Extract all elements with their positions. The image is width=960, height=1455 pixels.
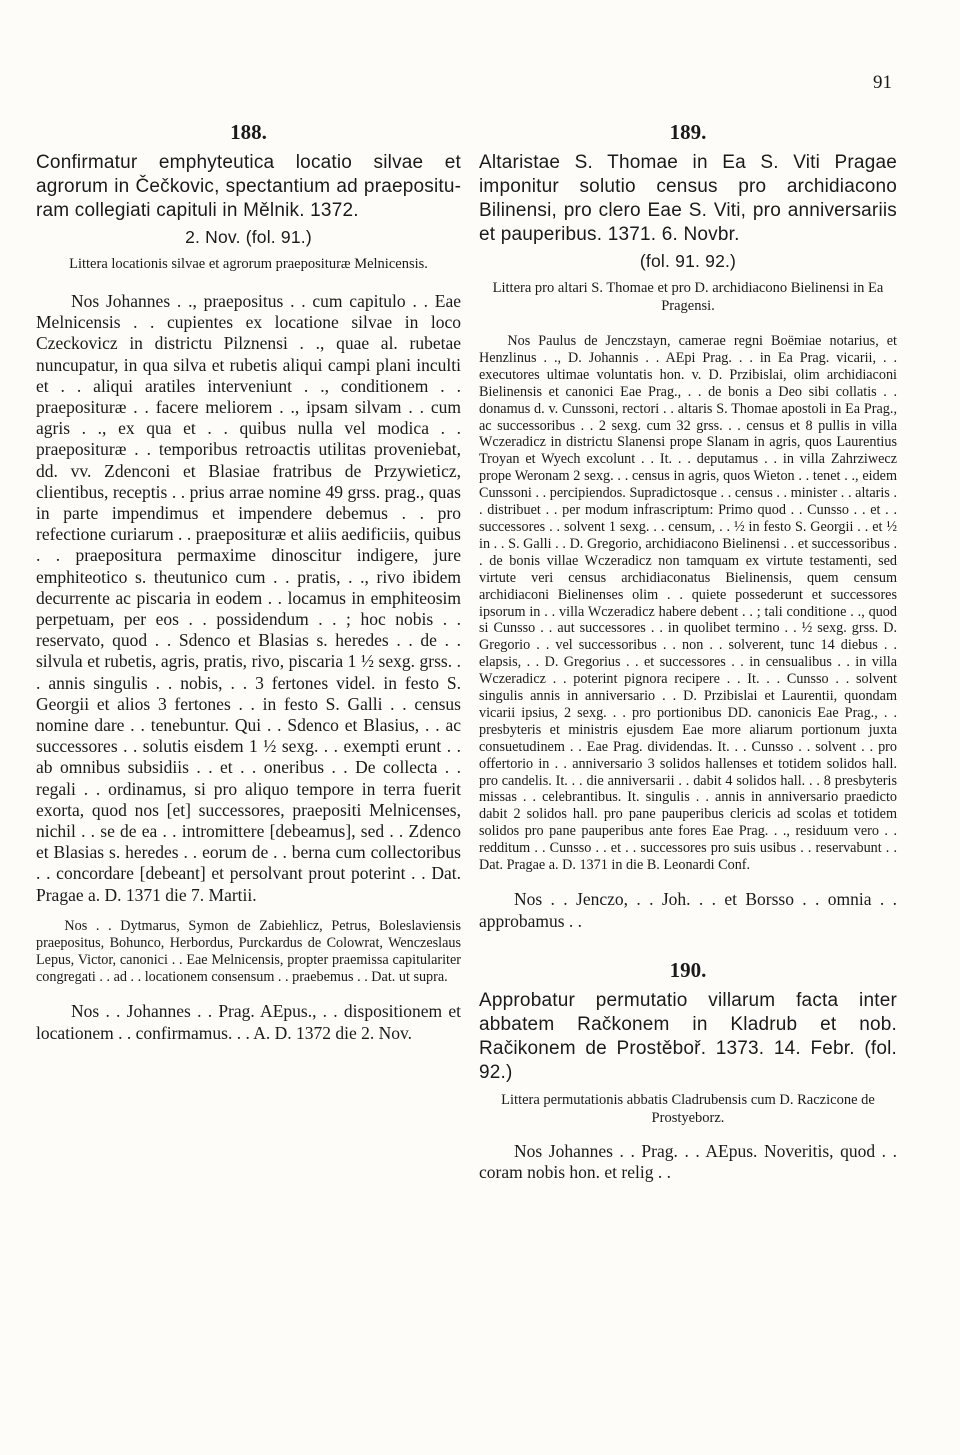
document-number-2: 190. (669, 958, 707, 982)
left-column (36, 120, 461, 1044)
document-witnesses: Nos . . Dytmarus, Symon de Zabiehlicz, Petrus, Boleslaviensis praepositus, Bohunco, Herbordus, Purckardus de Colowrat, Wenczeslaus Lepus, Victor, canonici . . Eae Melnicensis, propter praemissa capitulariter congregati . . ad . . locationem consensum . . praebemus . . Dat. ut supra. (36, 917, 461, 985)
document-number: 188. (230, 120, 267, 144)
document-heading-2: Approbatur permutatio villarum facta inter abbatem Račkonem in Kladrub et nob. Račikonem de Prostěboř. 1373. 14. Febr. (fol. 92.) (479, 990, 897, 1083)
page-number: 91 (873, 72, 892, 93)
document-body-2: Nos Johannes . . Prag. . . AEpus. Noveritis, quod . . coram nobis hon. et relig . . (479, 1141, 897, 1183)
document-body: Nos Paulus de Jenczstayn, camerae regni Boëmiae notarius, et Henzlinus . ., D. Johannis . . AEpi Prag. . . in Ea Prag. vicarii, . . executores ultimae voluntatis hon. v. D. Przibislai, olim archidiaconi Bielinensis et canonici Eae Prag., . . de bonis a Deo sibi collatis . . donamus d. v. Cunssoni, rectori . . altaris S. Thomae apostoli in Ea Prag., ac successoribus . . 2 sexg. cum 32 grss. . . census et 8 pullis in villa Wczeradicz in districtu Slanensi prope Slanam in agris, quos Laurentius Troyan et Wyech excolunt . . It. . . deputamus . . in villa Zahrziwecz prope Weronam 2 sexg. . . census in agris, quos Wieton . . tenet . ., eidem Cunssoni . . percipiendos. Supradictosque . . census . . minister . . altaris . . distribuet . . per modum infrascriptum: Primo quod . . Cunsso . . et . . successores . . solvent 1 sexg. . . censum, . . ½ in festo S. Georgii . . et ½ in . . S. Galli . . D. Gregorio, archidiacono Bielinensi . . et successoribus . . de bonis villae Wczeradicz non tamquam ex virtute testamenti, sed virtute veri census archidiaconatus Bielinensis, quem censum archidiaconi Bielinenses olim . . quiete possederunt et successores ipsorum in . . villa Wczeradicz habere debent . . ; tali conditione . ., quod si Cunsso . . aut successores . . in quolibet termino . . ½ sexg. grss. D. Gregorio . . vel successoribus . . non . . solverent, tunc 14 diebus . . elapsis, . . D. Gregorius . . et successores . . in censualibus . . in villa Wczeradicz . . poterint pignora recipere . . It. . . Cunsso . . solvent singulis annis in anniversario . . D. Przibislai et Laurentii, quondam vicarii ipsius, 2 sexg. . . pro portionibus DD. canonicis Eae Prag., . . presbyteris et ministris ejusdem Eae more aliarum portionum juxta consuetudinem . . Eae Prag. dividendas. It. . . Cunsso . . solvent . . pro offertorio in . . anniversario 3 solidos hallenses et totidem solidos hall. pro candelis. It. . . die anniversarii . . dabit 4 solidos hall. . . 8 presbyteris missas . . celebrantibus. It. singulis . . annis in anniversario praedicto dabit 2 solidos hall. pro pane pauperibus clericis ad scolas et totidem solidos pro pane pauperibus ante fores Eae Prag. . ., residuum vero . . redditum . . Cunsso . . et . . successores pro suis usibus . . reservabunt . . Dat. Pragae a. D. 1371 in die B. Leonardi Conf. (479, 333, 897, 874)
document-subtitle: Littera pro altari S. Thomae et pro D. archidiacono Bielinensi in Ea Pragensi. (492, 280, 884, 314)
document-heading: Confirmatur emphyteutica locatio silvae et agrorum in Čečkovic, spectantium ad praeposituram collegiati capituli in Mělnik. 1372. (36, 152, 461, 221)
document-heading-date: (fol. 91. 92.) (639, 251, 737, 271)
document-approval: Nos . . Johannes . . Prag. AEpus., . . dispositionem et locationem . . confirmamus. . . A. D. 1372 die 2. Nov. (36, 1000, 461, 1043)
document-heading-date: 2. Nov. (fol. 91.) (185, 227, 312, 247)
document-number: 189. (669, 120, 707, 144)
document-body: Nos Johannes . ., praepositus . . cum capitulo . . Eae Melnicensis . . cupientes ex locatione silvae in loco Czeckovicz in districtu Pilznensi . ., quae al. rubetae nuncupatur, in qua silva et rubetis aliqui campi plani inculti et . . aliqui aratiles interveniunt . ., conditionem . . praeposituræ . . facere meliorem . ., ipsam silvam . . cum agris . ., ex qua et . . quibus nulla vel modica . . praeposituræ . . temporibus retroactis utilitas proveniebat, dd. vv. Zdenconi et Blasiae fratribus de Przywieticz, clientibus, receptis . . prius arrae nomine 49 grss. prag., quas in parte impendimus et impendere debemus . . pro refectione curiarum . . praeposituræ et aliis aedificiis, quibus . . praepositura permaxime dinoscitur indigere, jure emphiteotico s. theutunico cum . . pratis, . ., rivo ibidem decurrente ac piscaria in eodem . . locamus in emphiteosim perpetuam, per eos . . possidendum . . ; hoc nobis . . reservato, quod . . Sdenco et Blasias s. heredes . . de . . silvula et rubetis, agris, pratis, rivo, piscaria 1 ½ sexg. grss. . . annis singulis . . nobis, . . 3 fertones videl. in festo S. Georgii et alios 3 fertones . . in festo S. Galli . . census nomine dare . . tenebuntur. Qui . . Sdenco et Blasius, . . ac successores . . solutis eisdem 1 ½ sexg. . . exempti erunt . . ab omnibus subsidiis . . et . . oneribus . . De collecta . . regali . . ordinamus, si pro aliquo tempore in terra fuerit exorta, quod nos [et] successores, praepositi Melnicenses, nichil . . se de ea . . intromittere [debeamus], sed . . Zdenco et Blasias s. heredes . . eorum de . . berna cum collectoribus . . concordare [debeant] et persolvant prout poterint . . Dat. Pragae a. D. 1371 die 7. Martii. (36, 291, 461, 905)
document-subtitle-2: Littera permutationis abbatis Cladrubensis cum D. Raczicone de Prostyeborz. (501, 1092, 875, 1126)
right-column (479, 120, 897, 1183)
document-subtitle: Littera locationis silvae et agrorum praeposituræ Melnicensis. (69, 256, 428, 272)
document-approval: Nos . . Jenczo, . . Joh. . . et Borsso . . omnia . . approbamus . . (479, 889, 897, 931)
document-heading: Altaristae S. Thomae in Ea S. Viti Pragae imponitur solutio census pro archidiacono Bilinensi, pro clero Eae S. Viti, pro anniversariis et pauperibus. 1371. 6. Novbr. (479, 152, 897, 245)
